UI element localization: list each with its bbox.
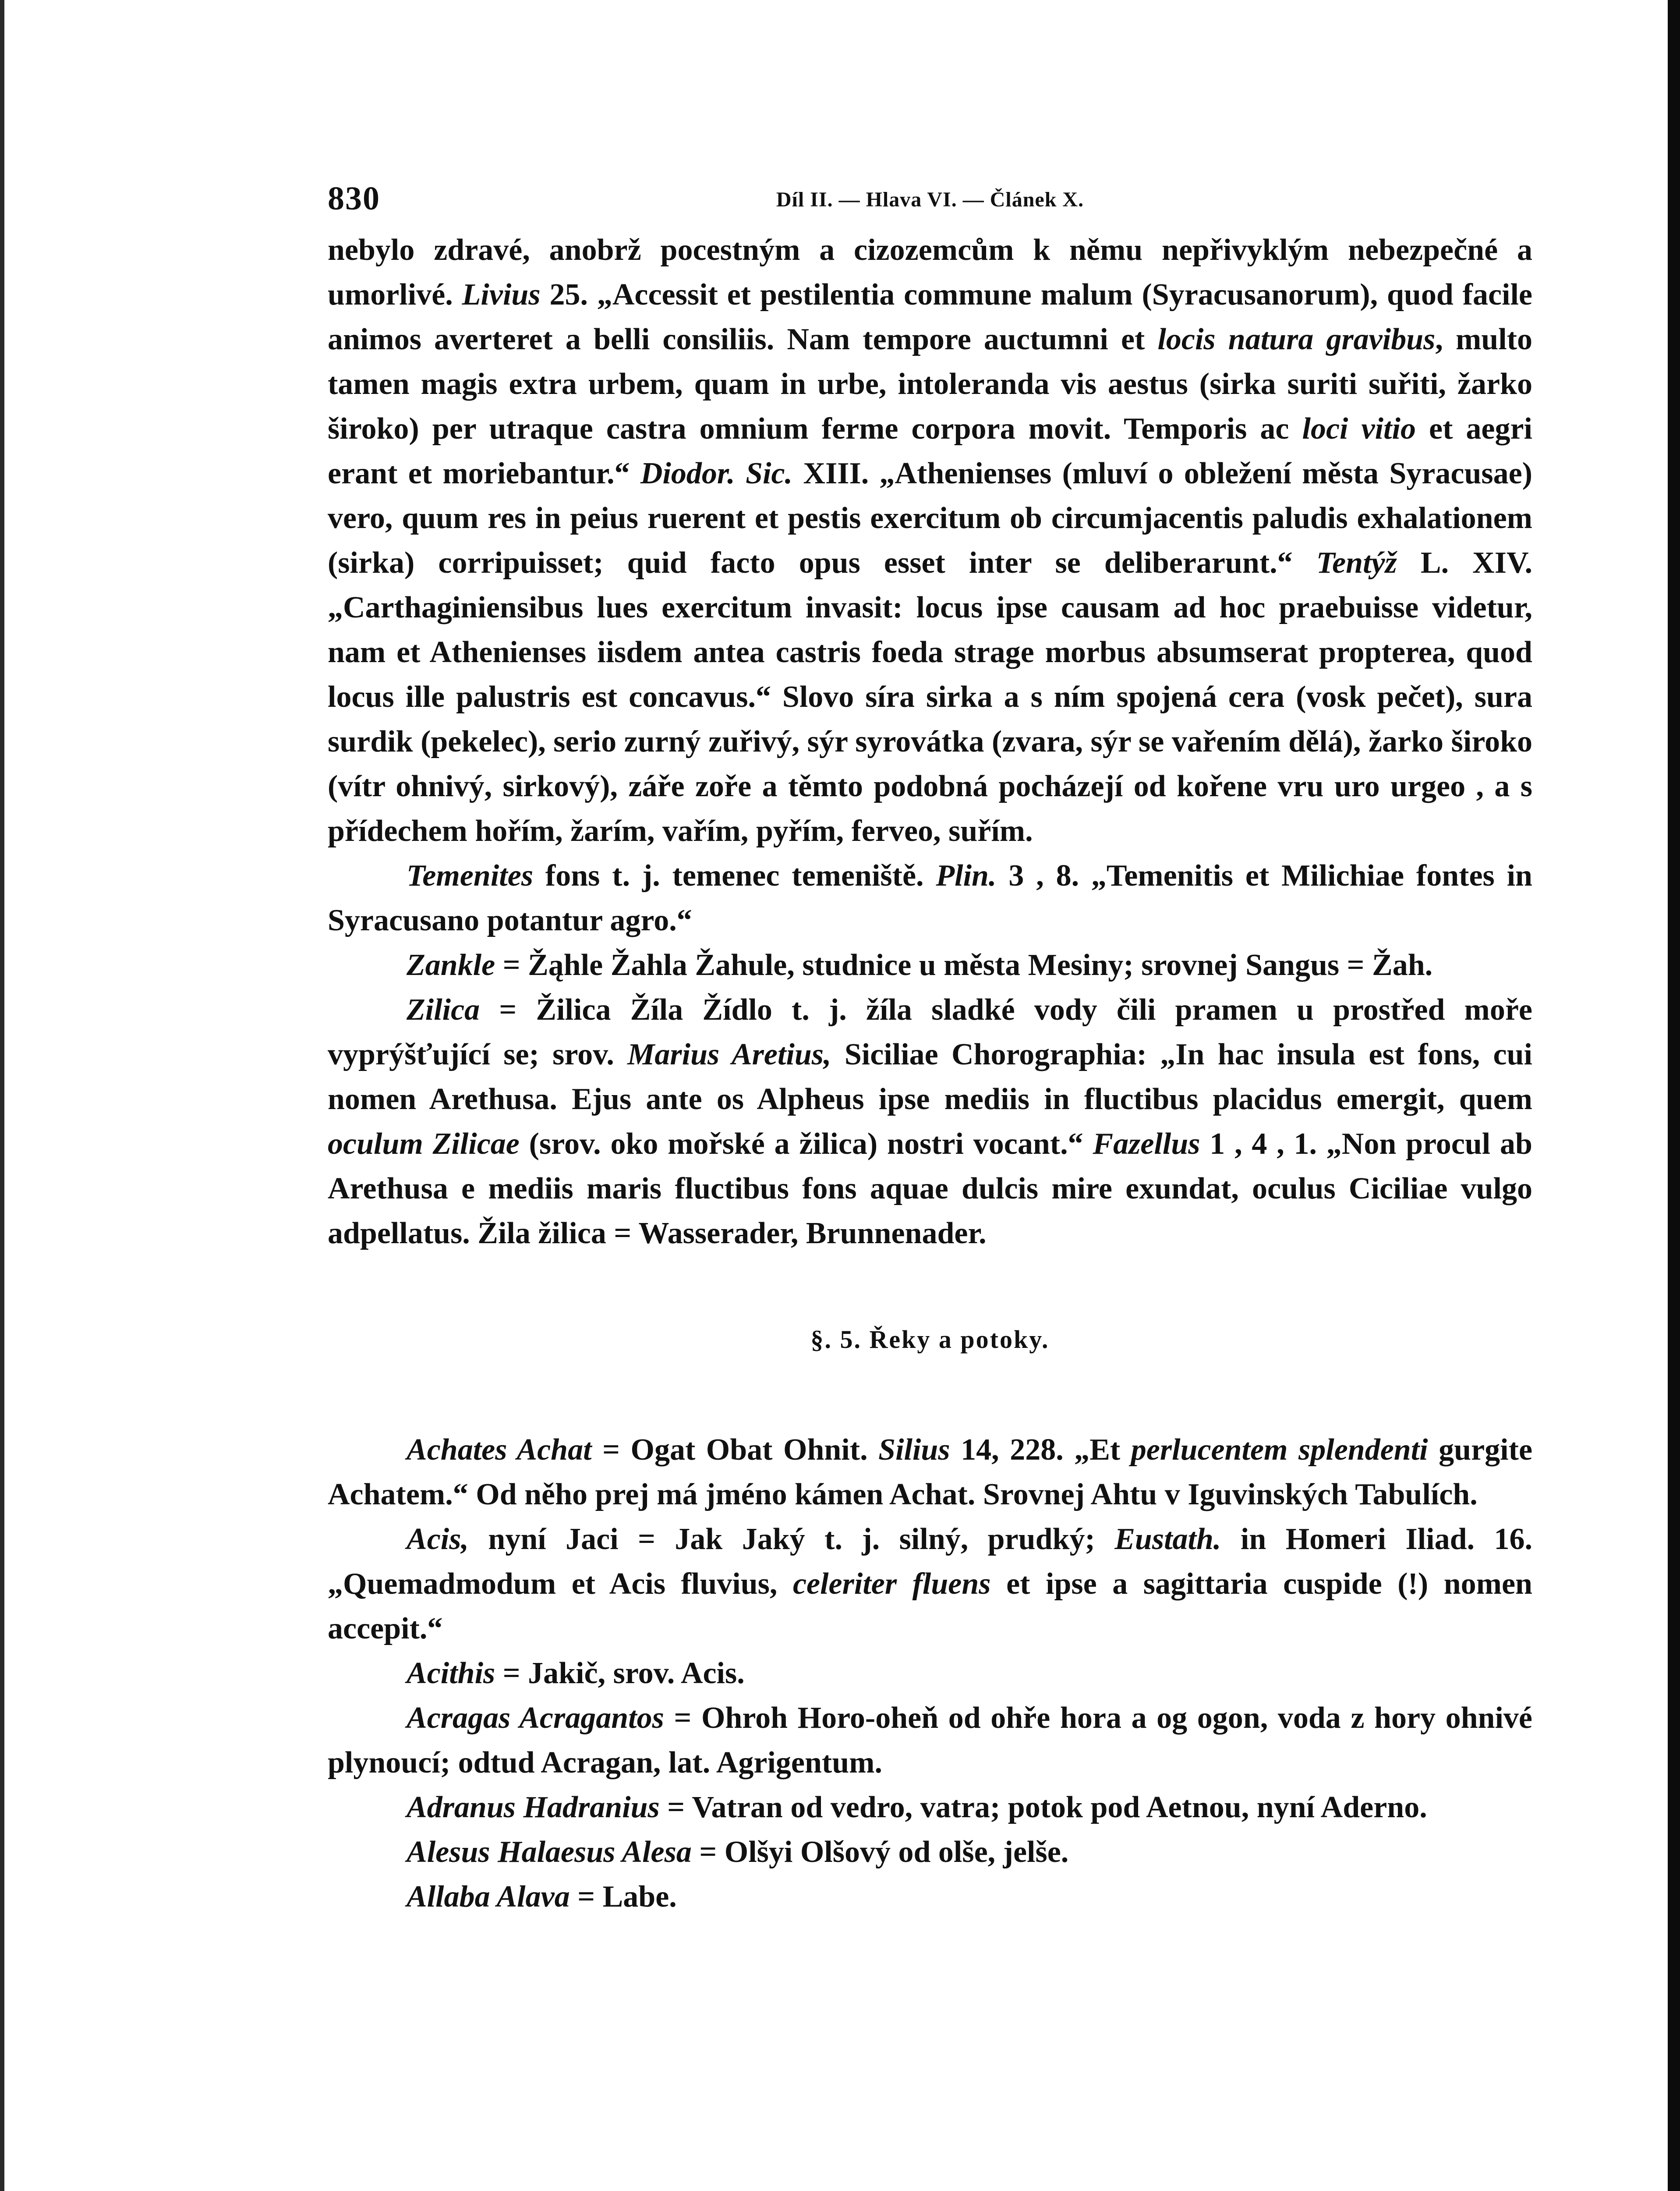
scan-border-right xyxy=(1668,0,1680,2191)
italic-citation: Tentýž xyxy=(1316,546,1397,580)
italic-citation: locis natura gravibus xyxy=(1157,323,1436,356)
italic-citation: Fazellus xyxy=(1093,1127,1200,1161)
body-text xyxy=(328,228,1532,1919)
text-run: L. XIV. „Carthaginiensibus lues exercitum invasit: locus ipse causam ad hoc praebuisse videtur, nam et Athenienses iisdem antea castris foeda strage morbus absumserat propterea, quod locus ille palustris est concavus.“ Slovo síra sirka a s ním spojená cera (vosk pečet), sura surdik (pekelec), serio zurný zuřivý, sýr syrovátka (zvara, sýr se vařením dělá), žarko široko (vítr ohnivý, sirkový), záře zoře a těmto podobná pocházejí od kořene vru uro urgeo , a s přídechem hořím, žarím, vařím, pyřím, ferveo, suřím. xyxy=(328,546,1533,848)
entry-acragas xyxy=(328,1696,1532,1785)
italic-citation: Zilica xyxy=(407,993,480,1027)
text-run: fons t. j. temenec temeniště. xyxy=(533,859,936,893)
text-run: XIII. „Athenienses (mluví o obležení města Syracusae) vero, quum res in peius ruerent et pestis exercitum ob circumjacentis paludis exhalationem (sirka) corripuisset; quid facto opus esset inter se deliberarunt.“ xyxy=(328,457,1532,580)
text-run: = Ohroh Horo-oheň od ohře hora a og ogon, voda z hory ohnivé plynoucí; odtud Acragan, lat. Agrigentum. xyxy=(328,1701,1533,1780)
italic-citation: Acragas Acragantos xyxy=(407,1701,664,1735)
text-run: = Labe. xyxy=(569,1880,677,1914)
italic-citation: Marius Aretius, xyxy=(627,1038,831,1071)
text-run: 14, 228. „Et xyxy=(950,1433,1131,1467)
text-run: = Žąhle Žahla Žahule, studnice u města Mesiny; srovnej Sangus = Žah. xyxy=(495,948,1433,982)
entry-acis xyxy=(328,1517,1532,1651)
intro-paragraph xyxy=(328,228,1532,854)
italic-citation: perlucentem splendenti xyxy=(1131,1433,1428,1467)
text-run: = Olšyi Olšový od olše, jelše. xyxy=(691,1835,1069,1869)
italic-citation: Alesus Halaesus Alesa xyxy=(407,1835,692,1869)
italic-citation: Silius xyxy=(878,1433,950,1467)
text-run: gurgite Achatem.“ Od něho prej má jméno kámen Achat. Srovnej Ahtu v Iguvinských Tabulích. xyxy=(328,1433,1533,1511)
italic-citation: Livius xyxy=(462,278,541,312)
running-head-title: Díl II. — Hlava VI. — Článek X. xyxy=(776,188,1084,211)
entry-allaba xyxy=(328,1875,1532,1919)
book-page xyxy=(328,175,1532,1919)
entry-temenites xyxy=(328,854,1532,943)
text-run: et ipse a sagittaria cuspide (!) nomen accepit.“ xyxy=(328,1567,1532,1645)
scan-border-left xyxy=(0,0,4,2191)
italic-citation: Zankle xyxy=(407,948,495,982)
text-run: = Jakič, srov. Acis. xyxy=(495,1656,745,1690)
section-heading: §. 5. Řeky a potoky. xyxy=(810,1325,1050,1354)
text-run: nebylo zdravé, anobrž pocestným a cizozemcům k němu nepřivyklým nebezpečné a umorlivé. xyxy=(328,233,1532,312)
italic-citation: Adranus Hadranius xyxy=(407,1790,660,1824)
italic-citation: Allaba Alava xyxy=(407,1880,570,1914)
text-run: = Žilica Žíla Žídlo t. j. žíla sladké vody čili pramen u prostřed moře vyprýšťující se; srov. xyxy=(328,993,1532,1071)
entry-zilica xyxy=(328,988,1532,1256)
text-run: , multo tamen magis extra urbem, quam in urbe, intoleranda vis aestus (sirka suriti suřiti, žarko široko) per utraque castra omnium ferme corpora movit. Temporis ac xyxy=(328,323,1532,446)
text-run: Siciliae Chorographia: „In hac insula est fons, cui nomen Arethusa. Ejus ante os Alpheus ipse mediis in fluctibus placidus emergit, quem xyxy=(328,1038,1533,1116)
italic-citation: Plin. xyxy=(936,859,997,893)
text-run: et aegri erant et moriebantur.“ xyxy=(328,412,1533,490)
italic-citation: Eustath. xyxy=(1114,1522,1221,1556)
italic-citation: loci vitio xyxy=(1302,412,1416,446)
italic-citation: Diodor. Sic. xyxy=(640,457,793,490)
text-run: 25. „Accessit et pestilentia commune malum (Syracusanorum), quod facile animos averteret a belli consiliis. Nam tempore auctumni et xyxy=(328,278,1533,356)
page-number: 830 xyxy=(328,180,380,217)
text-run: 3 , 8. „Temenitis et Milichiae fontes in Syracusano potantur agro.“ xyxy=(328,859,1532,937)
text-run: in Homeri Iliad. 16. „Quemadmodum et Acis fluvius, xyxy=(328,1522,1532,1601)
text-run: = Ogat Obat Ohnit. xyxy=(591,1433,879,1467)
entry-adranus xyxy=(328,1785,1532,1830)
italic-citation: celeriter fluens xyxy=(792,1567,991,1601)
running-head xyxy=(328,175,1532,228)
entry-alesus xyxy=(328,1830,1532,1875)
text-run: = Vatran od vedro, vatra; potok pod Aetnou, nyní Aderno. xyxy=(659,1790,1427,1824)
italic-citation: Acithis xyxy=(407,1656,495,1690)
entry-zankle xyxy=(328,943,1532,988)
text-run: 1 , 4 , 1. „Non procul ab Arethusa e mediis maris fluctibus fons aquae dulcis mire exundat, oculus Ciciliae vulgo adpellatus. Žila žilica = Wasserader, Brunnenader. xyxy=(328,1127,1532,1250)
text-run: nyní Jaci = Jak Jaký t. j. silný, prudký; xyxy=(468,1522,1115,1556)
italic-citation: Acis, xyxy=(407,1522,469,1556)
entry-acithis xyxy=(328,1651,1532,1696)
italic-citation: Temenites xyxy=(407,859,534,893)
italic-citation: Achates Achat xyxy=(407,1433,592,1467)
italic-citation: oculum Zilicae xyxy=(328,1127,520,1161)
text-run: (srov. oko mořské a žilica) nostri vocant.“ xyxy=(519,1127,1093,1161)
entry-achates xyxy=(328,1428,1532,1517)
